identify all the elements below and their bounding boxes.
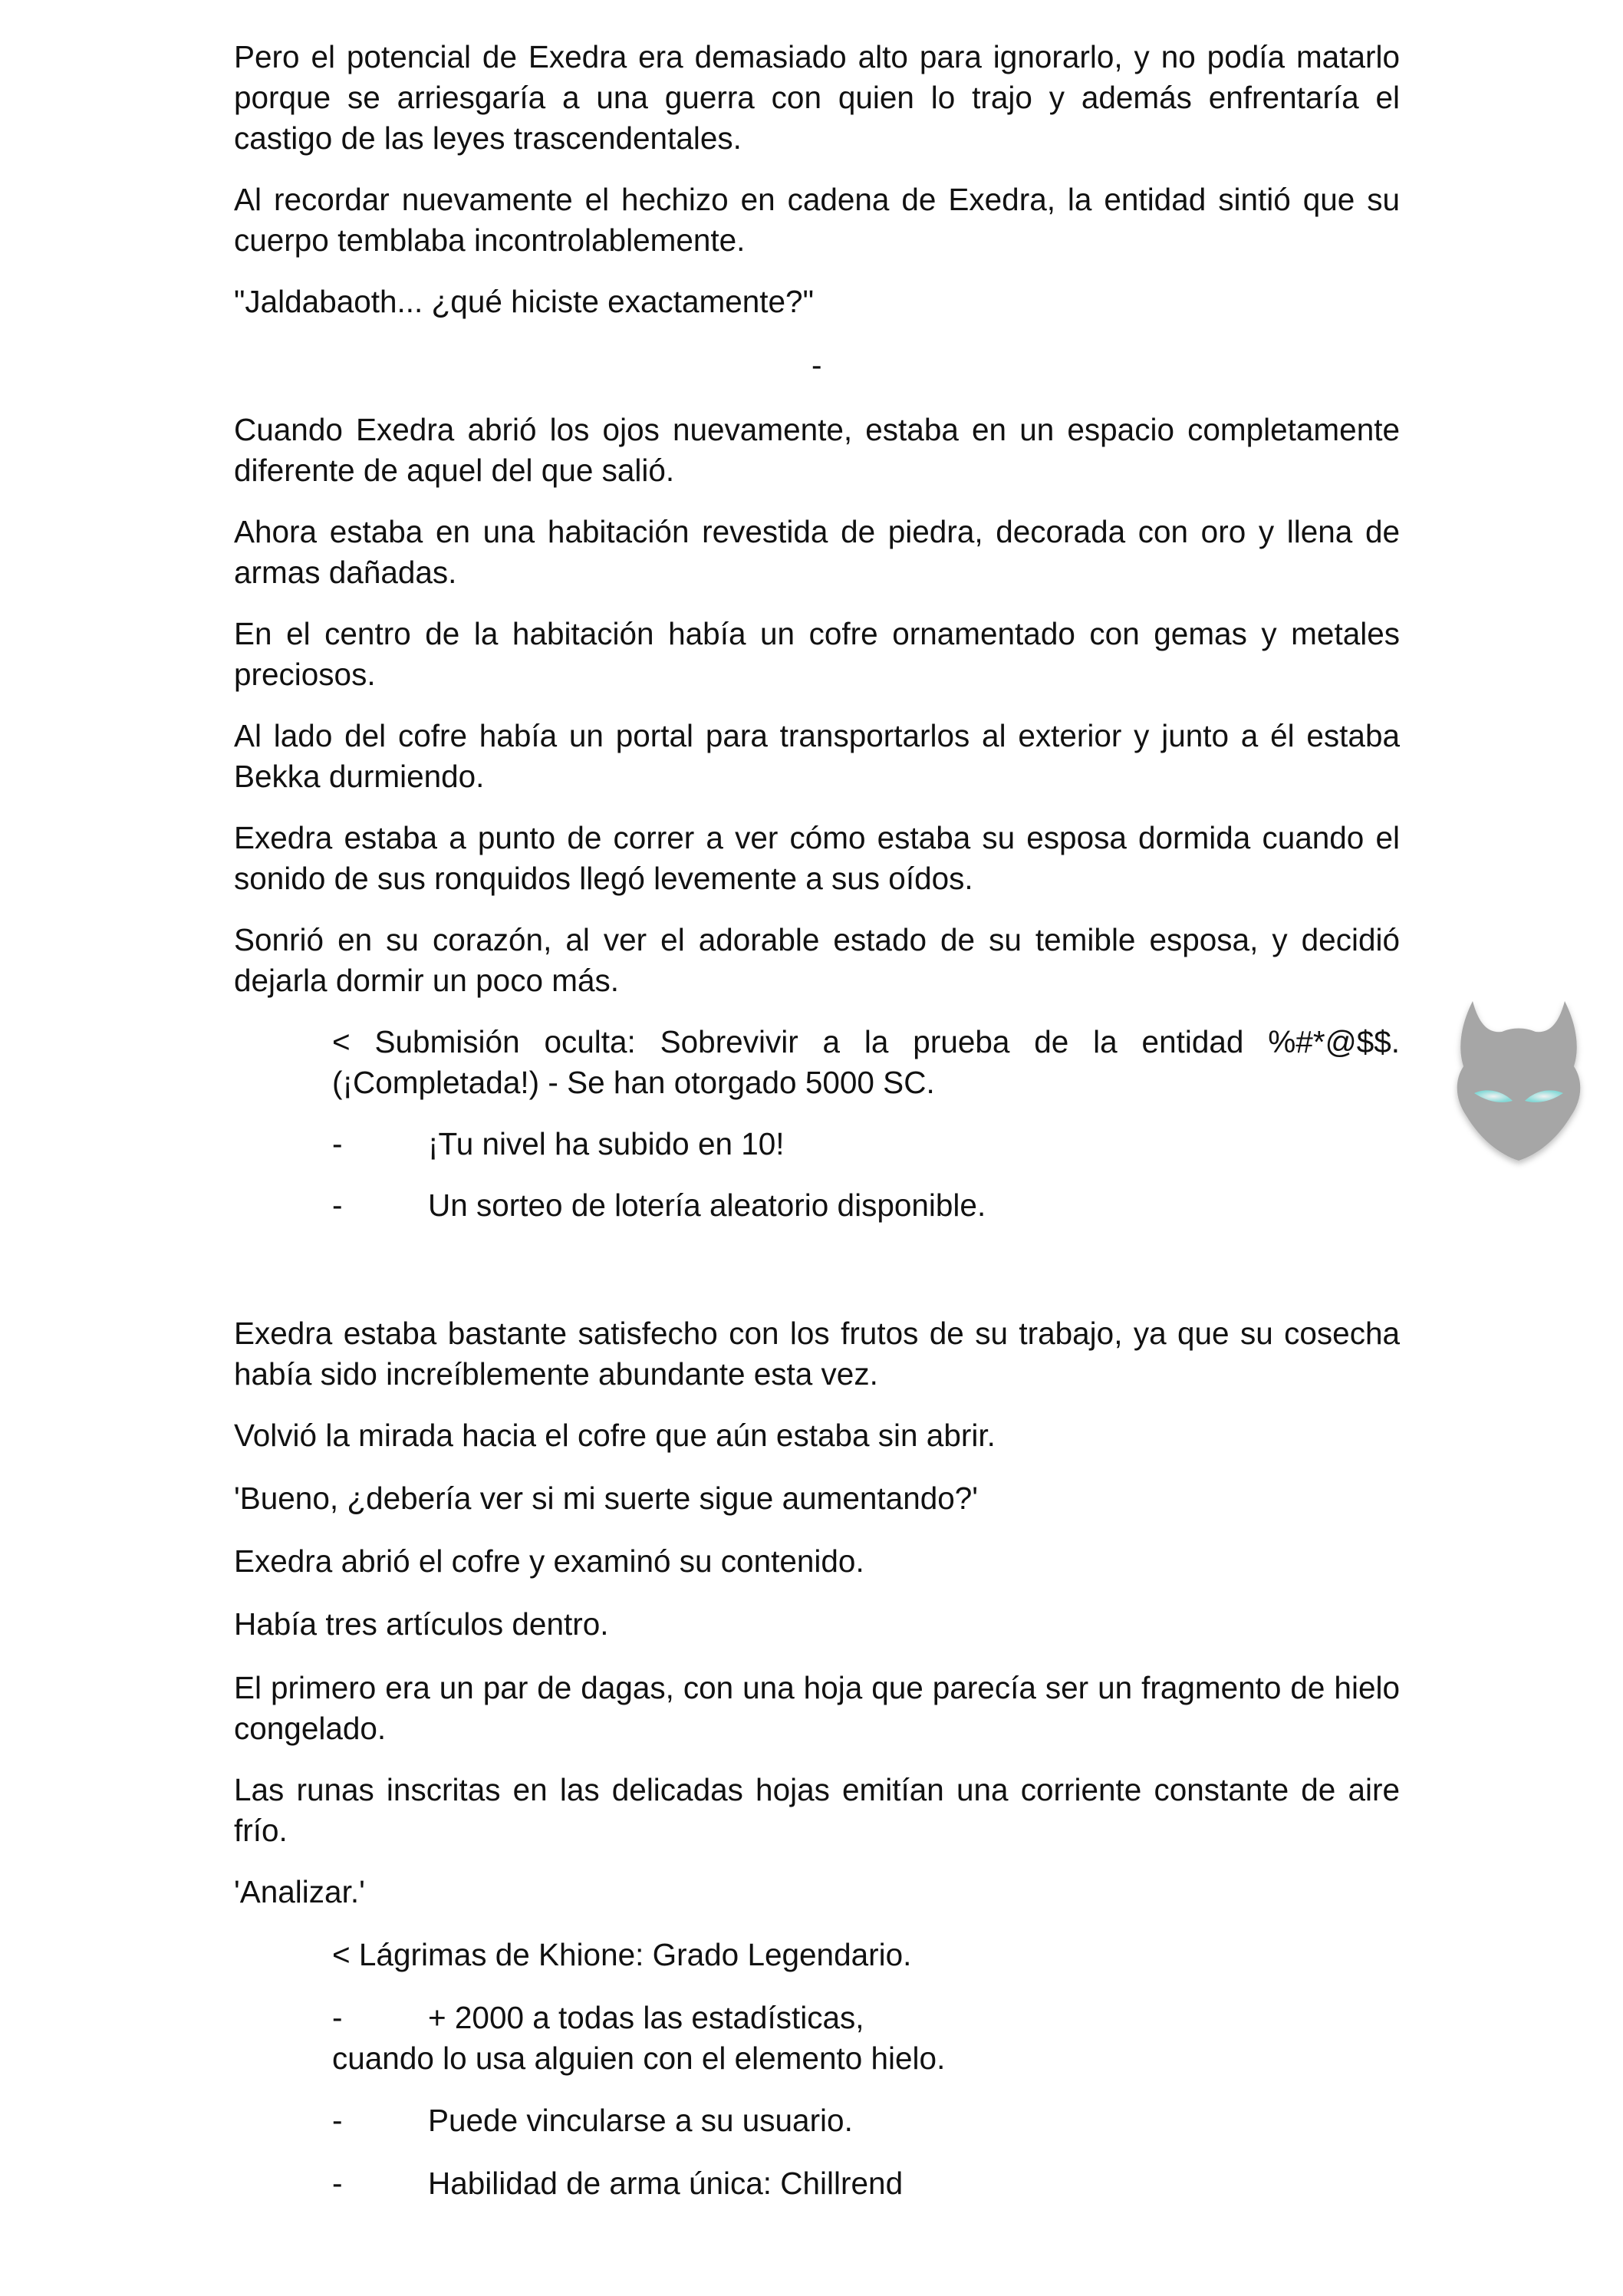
paragraph: En el centro de la habitación había un cofre ornamentado con gemas y metales preciosos. xyxy=(234,616,1400,692)
demon-head-icon xyxy=(1442,993,1595,1170)
paragraph: Había tres artículos dentro. xyxy=(234,1606,609,1642)
paragraph: Pero el potencial de Exedra era demasiado alto para ignorarlo, y no podía matarlo porque se arriesgaría a una guerra con quien lo trajo y además enfrentaría el castigo de las leyes trascendentales. xyxy=(234,39,1400,156)
paragraph: Volvió la mirada hacia el cofre que aún estaba sin abrir. xyxy=(234,1418,996,1453)
paragraph: Sonrió en su corazón, al ver el adorable estado de su temible esposa, y decidió dejarla dormir un poco más. xyxy=(234,922,1400,998)
head-shape xyxy=(1457,1001,1581,1161)
paragraph: Al lado del cofre había un portal para transportarlos al exterior y junto a él estaba Bekka durmiendo. xyxy=(234,718,1400,794)
bullet-text: + 2000 a todas las estadísticas, xyxy=(428,2000,864,2035)
bullet-dash: - xyxy=(332,1188,343,1223)
paragraph: Exedra estaba a punto de correr a ver cómo estaba su esposa dormida cuando el sonido de sus ronquidos llegó levemente a sus oídos. xyxy=(234,820,1400,896)
bullet-text: Puede vincularse a su usuario. xyxy=(428,2103,853,2138)
paragraph: Al recordar nuevamente el hechizo en cadena de Exedra, la entidad sintió que su cuerpo temblaba incontrolablemente. xyxy=(234,182,1400,258)
paragraph: 'Bueno, ¿debería ver si mi suerte sigue aumentando?' xyxy=(234,1481,979,1516)
paragraph: Cuando Exedra abrió los ojos nuevamente, estaba en un espacio completamente diferente de aquel del que salió. xyxy=(234,412,1400,488)
paragraph: El primero era un par de dagas, con una hoja que parecía ser un fragmento de hielo congelado. xyxy=(234,1670,1400,1746)
paragraph: "Jaldabaoth... ¿qué hiciste exactamente?" xyxy=(234,284,814,319)
bullet-text: Un sorteo de lotería aleatorio disponible. xyxy=(428,1188,986,1223)
bullet-text: Habilidad de arma única: Chillrend xyxy=(428,2166,904,2201)
paragraph: 'Analizar.' xyxy=(234,1874,365,1909)
bullet-dash: - xyxy=(332,2166,343,2201)
scene-separator: - xyxy=(812,348,822,383)
system-notice: < Submisión oculta: Sobrevivir a la prueba de la entidad %#*@$$. (¡Completada!) - Se han otorgado 5000 SC. xyxy=(332,1024,1400,1100)
paragraph: Las runas inscritas en las delicadas hojas emitían una corriente constante de aire frío. xyxy=(234,1772,1400,1848)
bullet-text: ¡Tu nivel ha subido en 10! xyxy=(428,1126,785,1161)
bullet-dash: - xyxy=(332,1126,343,1161)
paragraph: Exedra estaba bastante satisfecho con los frutos de su trabajo, ya que su cosecha había sido increíblemente abundante esta vez. xyxy=(234,1316,1400,1392)
system-notice: < Lágrimas de Khione: Grado Legendario. xyxy=(332,1937,912,1972)
bullet-dash: - xyxy=(332,2103,343,2138)
bullet-dash: - xyxy=(332,2000,343,2035)
paragraph: Ahora estaba en una habitación revestida de piedra, decorada con oro y llena de armas dañadas. xyxy=(234,514,1400,590)
paragraph: Exedra abrió el cofre y examinó su contenido. xyxy=(234,1543,864,1579)
bullet-continuation: cuando lo usa alguien con el elemento hielo. xyxy=(332,2041,946,2076)
